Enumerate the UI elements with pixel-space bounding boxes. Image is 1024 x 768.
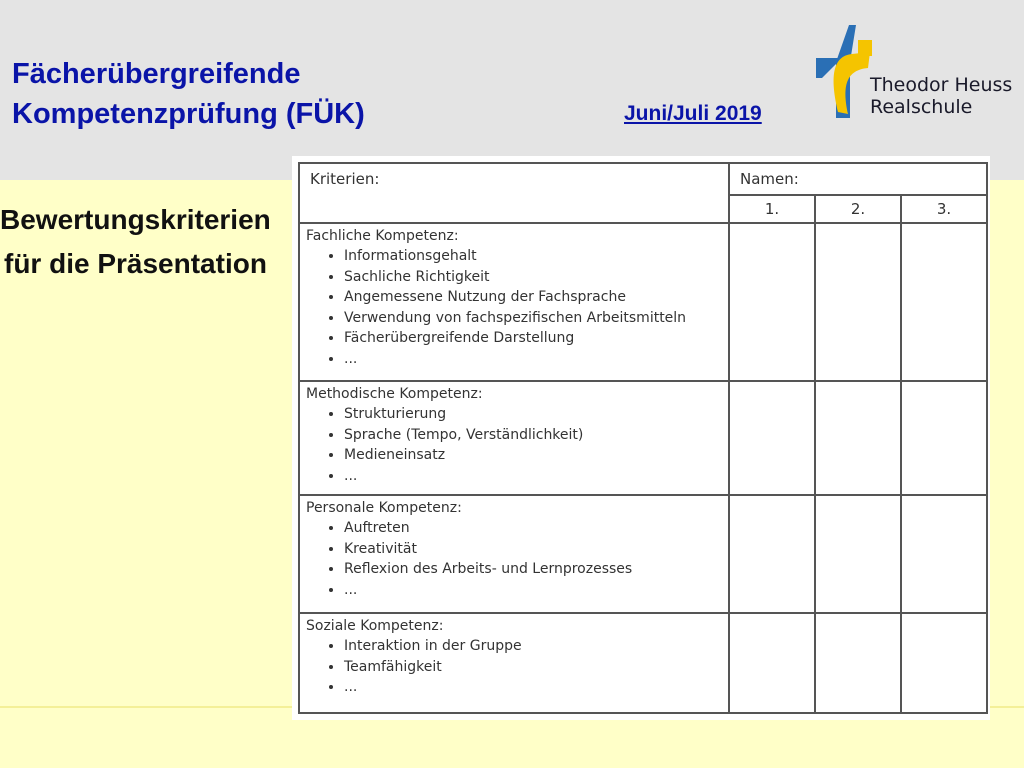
category-sozial bbox=[299, 613, 729, 713]
category-row bbox=[299, 613, 987, 713]
criteria-header: Kriterien: bbox=[299, 163, 729, 223]
list-item: • ... bbox=[344, 580, 728, 601]
list-item: • Reflexion des Arbeits- und Lernprozesses bbox=[344, 559, 728, 580]
category-fachlich bbox=[299, 223, 729, 381]
list-item: • Informationsgehalt bbox=[344, 246, 728, 267]
criteria-table bbox=[298, 162, 988, 714]
category-row bbox=[299, 381, 987, 495]
score-cell[interactable] bbox=[901, 223, 987, 381]
category-title: Methodische Kompetenz: bbox=[306, 386, 483, 402]
logo-text-line1: Theodor Heuss bbox=[870, 74, 1013, 96]
list-item: • Interaktion in der Gruppe bbox=[344, 636, 728, 657]
score-cell[interactable] bbox=[901, 381, 987, 495]
category-methodisch bbox=[299, 381, 729, 495]
criteria-list bbox=[300, 404, 728, 486]
score-cell[interactable] bbox=[729, 495, 815, 613]
list-item: • Medieneinsatz bbox=[344, 445, 728, 466]
score-cell[interactable] bbox=[815, 613, 901, 713]
score-cell[interactable] bbox=[729, 223, 815, 381]
criteria-list bbox=[300, 518, 728, 600]
date-link[interactable]: Juni/Juli 2019 bbox=[624, 102, 762, 125]
list-item: • Fächerübergreifende Darstellung bbox=[344, 328, 728, 349]
list-item: • Verwendung von fachspezifischen Arbeitsmitteln bbox=[344, 308, 728, 329]
score-cell[interactable] bbox=[815, 381, 901, 495]
logo-cross-icon bbox=[812, 22, 872, 122]
category-title: Soziale Kompetenz: bbox=[306, 618, 444, 634]
list-item: • Auftreten bbox=[344, 518, 728, 539]
column-3-header: 3. bbox=[901, 195, 987, 223]
list-item: • Angemessene Nutzung der Fachsprache bbox=[344, 287, 728, 308]
page-title bbox=[12, 54, 365, 134]
list-item: • Kreativität bbox=[344, 539, 728, 560]
score-cell[interactable] bbox=[815, 495, 901, 613]
list-item: • Sprache (Tempo, Verständlichkeit) bbox=[344, 425, 728, 446]
list-item: • Teamfähigkeit bbox=[344, 657, 728, 678]
category-row bbox=[299, 223, 987, 381]
category-personal bbox=[299, 495, 729, 613]
list-item: • Strukturierung bbox=[344, 404, 728, 425]
heading-line-1: Bewertungskriterien bbox=[0, 204, 271, 235]
school-logo bbox=[812, 22, 1012, 122]
title-line-2: Kompetenzprüfung (FÜK) bbox=[12, 98, 365, 130]
evaluation-form bbox=[292, 156, 990, 720]
names-header: Namen: bbox=[729, 163, 987, 195]
list-item: • ... bbox=[344, 466, 728, 487]
column-1-header: 1. bbox=[729, 195, 815, 223]
score-cell[interactable] bbox=[815, 223, 901, 381]
category-row bbox=[299, 495, 987, 613]
list-item: • Sachliche Richtigkeit bbox=[344, 267, 728, 288]
score-cell[interactable] bbox=[729, 381, 815, 495]
section-heading bbox=[0, 198, 271, 286]
header-bar bbox=[0, 0, 1024, 180]
column-2-header: 2. bbox=[815, 195, 901, 223]
heading-line-2: für die Präsentation bbox=[4, 248, 267, 279]
score-cell[interactable] bbox=[729, 613, 815, 713]
score-cell[interactable] bbox=[901, 495, 987, 613]
title-line-1: Fächerübergreifende bbox=[12, 58, 301, 90]
table-header-row bbox=[299, 163, 987, 195]
criteria-list bbox=[300, 246, 728, 369]
logo-text-line2: Realschule bbox=[870, 96, 973, 118]
list-item: • ... bbox=[344, 349, 728, 370]
list-item: • ... bbox=[344, 677, 728, 698]
score-cell[interactable] bbox=[901, 613, 987, 713]
category-title: Personale Kompetenz: bbox=[306, 500, 462, 516]
category-title: Fachliche Kompetenz: bbox=[306, 228, 459, 244]
criteria-list bbox=[300, 636, 728, 698]
